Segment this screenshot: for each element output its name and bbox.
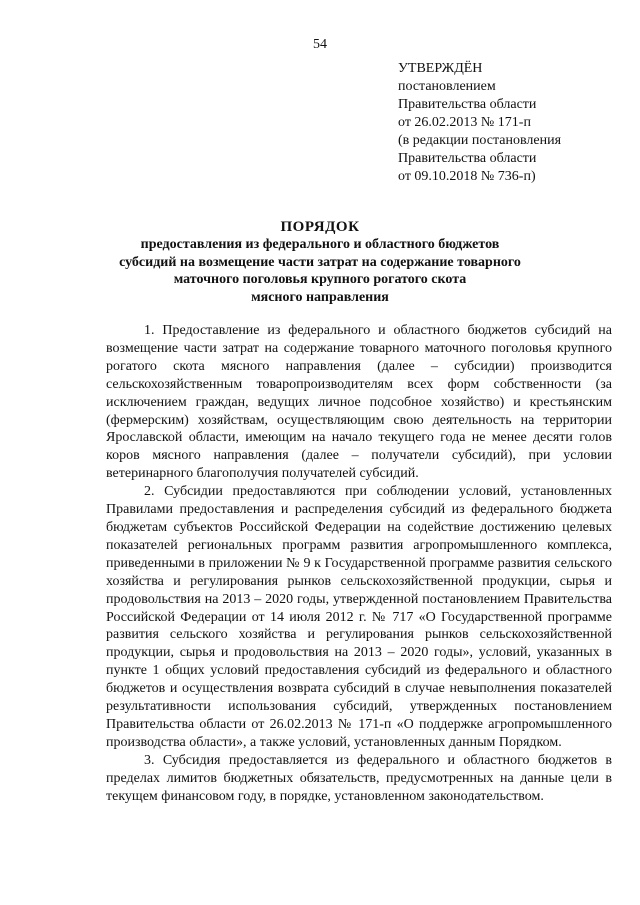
- approval-line: от 26.02.2013 № 171-п: [398, 115, 531, 130]
- approval-line: от 09.10.2018 № 736-п): [398, 169, 536, 184]
- subtitle-line: предоставления из федерального и областного бюджетов: [140, 237, 500, 252]
- approval-line: Правительства области: [398, 151, 537, 166]
- paragraph-1: 1. Предоставление из федерального и областного бюджетов субсидий на возмещение части затрат на содержание товарного маточного поголовья крупного рогатого скота мясного направления (далее – субсидии) производится сельскохозяйственным товаропроизводителям всех форм собственности (за исключением граждан, ведущих личное подсобное хозяйство) и крестьянским (фермерским) хозяйствам, осуществляющим свою деятельность на территории Ярославской области, имеющим на начало текущего года не менее десяти голов коров мясного направления (далее – получатели субсидий), при условии ветеринарного благополучия получателей субсидий.: [106, 323, 612, 482]
- approval-line: (в редакции постановления: [398, 133, 562, 148]
- paragraph-3: 3. Субсидия предоставляется из федерального и областного бюджетов в пределах лимитов бюджетных обязательств, предусмотренных на данные цели в текущем финансовом году, в порядке, установленном законодательством.: [106, 752, 612, 804]
- subtitle-line: маточного поголовья крупного рогатого скота: [173, 272, 467, 287]
- approval-line: Правительства области: [398, 97, 537, 112]
- approval-line: постановлением: [398, 79, 496, 94]
- page-number: 54: [313, 37, 327, 52]
- subtitle-line: субсидий на возмещение части затрат на содержание товарного: [119, 254, 521, 270]
- title-heading: ПОРЯДОК: [280, 219, 360, 235]
- document-title: [0, 219, 640, 306]
- document-body: [106, 322, 612, 805]
- approval-stamp: [398, 60, 638, 186]
- subtitle-line: мясного направления: [251, 289, 389, 305]
- paragraph-2: 2. Субсидии предоставляются при соблюдении условий, установленных Правилами предоставления и распределения субсидий из федерального бюджета бюджетам субъектов Российской Федерации на содействие достижению целевых показателей региональных программ развития агропромышленного комплекса, приведенными в приложении № 9 к Государственной программе развития сельского хозяйства и регулирования рынков сельскохозяйственной продукции, сырья и продовольствия на 2013 – 2020 годы, утвержденной постановлением Правительства Российской Федерации от 14 июля 2012 г. № 717 «О Государственной программе развития сельского хозяйства и регулирования рынков сельскохозяйственной продукции, сырья и продовольствия на 2013 – 2020 годы», условий, указанных в пункте 1 общих условий предоставления субсидий из федерального и областного бюджетов и осуществления возврата субсидий в случае невыполнения показателей результативности использования субсидий, утвержденных постановлением Правительства области от 26.02.2013 № 171-п «О поддержке агропромышленного производства области», а также условий, установленных данным Порядком.: [106, 484, 612, 750]
- approval-line: УТВЕРЖДЁН: [398, 61, 483, 76]
- title-subtitle: [0, 236, 640, 306]
